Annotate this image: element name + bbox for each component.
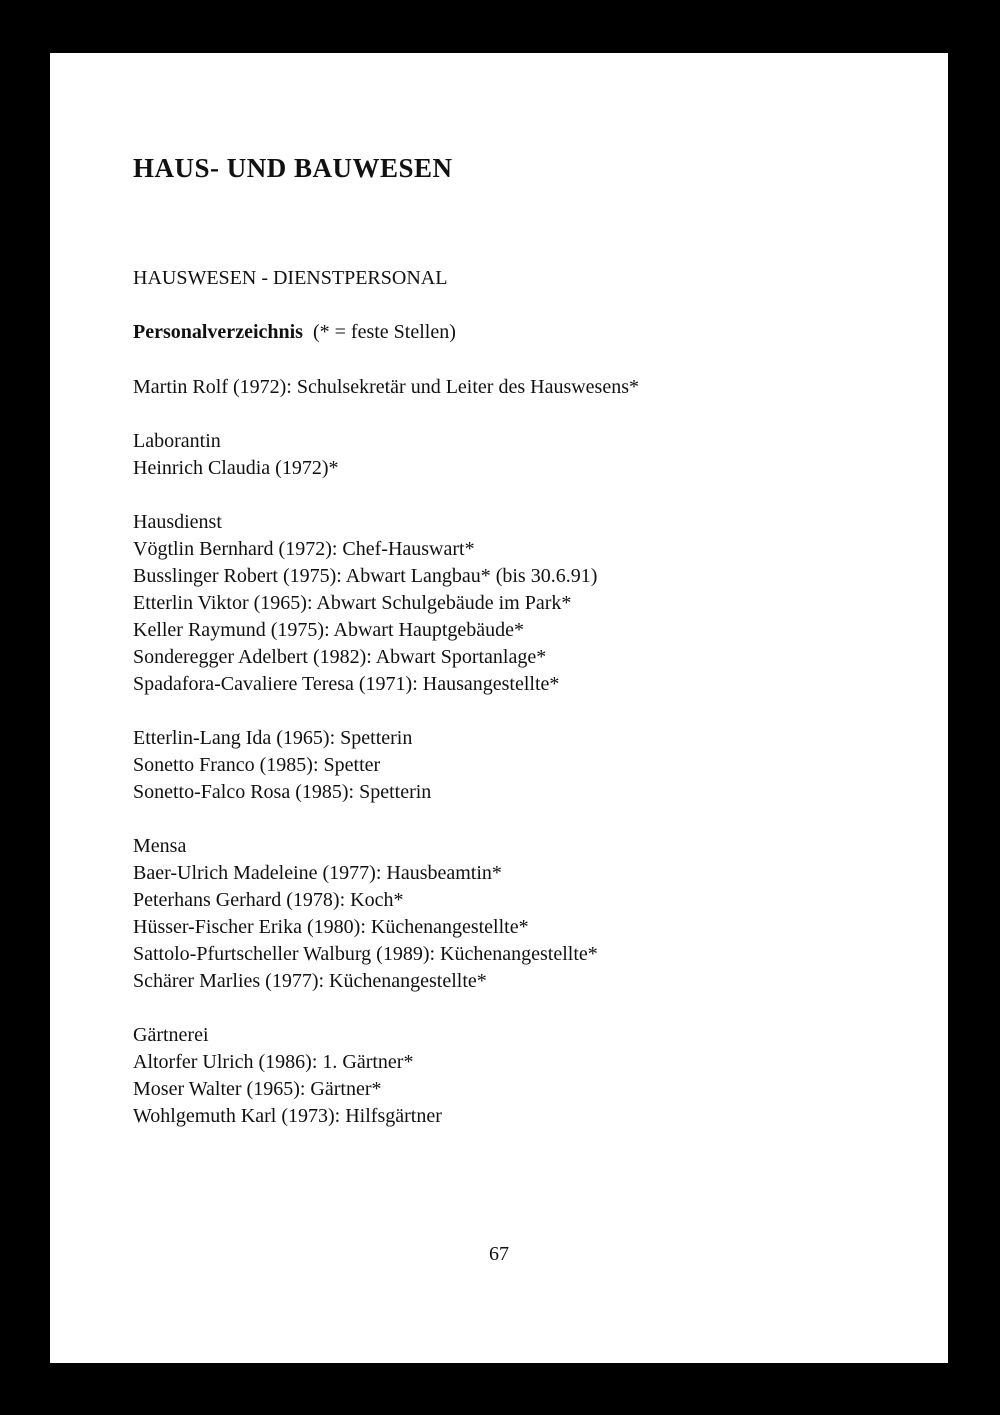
personnel-group: [133, 1022, 639, 1130]
list-item: Wohlgemuth Karl (1973): Hilfsgärtner: [133, 1105, 442, 1127]
list-item: Gärtnerei: [133, 1024, 209, 1046]
personnel-group: [133, 509, 639, 698]
list-item: Sonetto-Falco Rosa (1985): Spetterin: [133, 781, 432, 803]
list-item: Heinrich Claudia (1972)*: [133, 457, 339, 479]
list-item: Sattolo-Pfurtscheller Walburg (1989): Küchenangestellte*: [133, 943, 598, 965]
personnel-group: [133, 833, 639, 995]
list-item: Sonetto Franco (1985): Spetter: [133, 754, 381, 776]
list-item: Hausdienst: [133, 511, 222, 533]
list-item: Baer-Ulrich Madeleine (1977): Hausbeamtin*: [133, 862, 502, 884]
list-item: Vögtlin Bernhard (1972): Chef-Hauswart*: [133, 538, 475, 560]
list-item: Etterlin-Lang Ida (1965): Spetterin: [133, 727, 413, 749]
list-item: Moser Walter (1965): Gärtner*: [133, 1078, 382, 1100]
list-item: Busslinger Robert (1975): Abwart Langbau* (bis 30.6.91): [133, 565, 598, 587]
list-item: Mensa: [133, 835, 187, 857]
list-item: Peterhans Gerhard (1978): Koch*: [133, 889, 404, 911]
list-item: Altorfer Ulrich (1986): 1. Gärtner*: [133, 1051, 414, 1073]
directory-heading-label: Personalverzeichnis: [133, 321, 303, 343]
list-item: Keller Raymund (1975): Abwart Hauptgebäude*: [133, 619, 525, 641]
list-item: Schärer Marlies (1977): Küchenangestellte*: [133, 970, 487, 992]
list-item: Spadafora-Cavaliere Teresa (1971): Hausangestellte*: [133, 673, 560, 695]
list-item: Etterlin Viktor (1965): Abwart Schulgebäude im Park*: [133, 592, 572, 614]
personnel-group: [133, 374, 639, 401]
document-page: [50, 53, 948, 1363]
page-number: 67: [489, 1243, 509, 1265]
personnel-group: [133, 725, 639, 806]
section-title: HAUSWESEN - DIENSTPERSONAL: [133, 267, 448, 289]
list-item: Martin Rolf (1972): Schulsekretär und Leiter des Hauswesens*: [133, 376, 639, 398]
list-item: Sonderegger Adelbert (1982): Abwart Sportanlage*: [133, 646, 547, 668]
list-item: Laborantin: [133, 430, 221, 452]
list-item: Hüsser-Fischer Erika (1980): Küchenangestellte*: [133, 916, 529, 938]
personnel-group: [133, 428, 639, 482]
personnel-list: [133, 374, 639, 1157]
directory-heading: [133, 321, 456, 344]
page-title: HAUS- UND BAUWESEN: [133, 153, 453, 183]
directory-heading-note: (* = feste Stellen): [312, 321, 456, 343]
